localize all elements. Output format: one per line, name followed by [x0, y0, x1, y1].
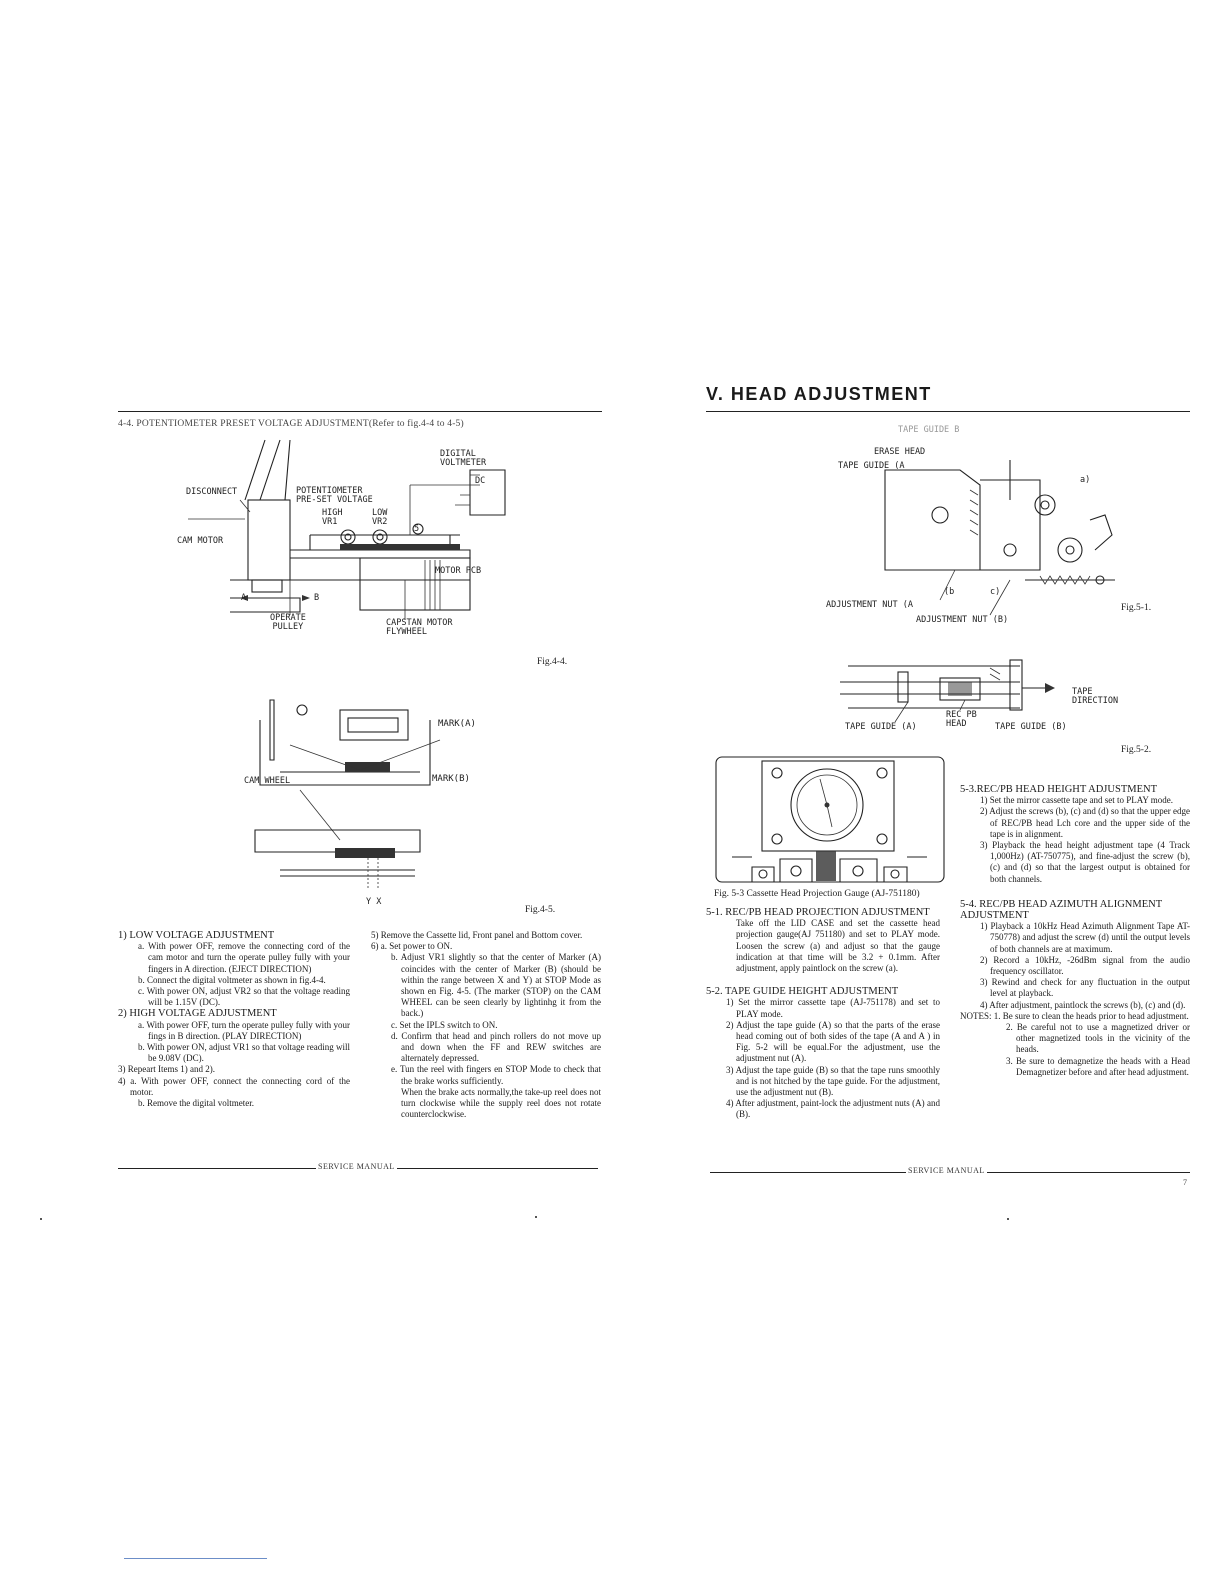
label-dc: DC: [475, 476, 486, 486]
col4-p2: 2) Adjust the screws (b), (c) and (d) so that the upper edge of REC/PB head Lch core and the upper side of the tape is in alignment.: [980, 806, 1190, 839]
col4-p6: 1) Playback a 10kHz Head Azimuth Alignment Tape AT-750778) and adjust the screw (d) until the output levels of both channels are at maximum.: [980, 921, 1190, 954]
fig-5-3-gauge-diagram: [712, 757, 952, 887]
label-tape-direction: TAPE DIRECTION: [1072, 687, 1119, 706]
label-fig52-guide-a: TAPE GUIDE (A): [845, 722, 917, 732]
col4-p9: 4) After adjustment, paintlock the screws (b), (c) and (d).: [980, 999, 1186, 1010]
col3-spacer: [706, 974, 940, 986]
scan-speck: [535, 1216, 537, 1218]
fig-4-4-caption: Fig.4-4.: [537, 657, 568, 667]
col2-p0: 5) Remove the Cassette lid, Front panel and Bottom cover.: [371, 930, 583, 940]
col1-p9: b. Remove the digital voltmeter.: [138, 1098, 254, 1109]
fig-5-3-caption: Fig. 5-3 Cassette Head Projection Gauge (AJ-751180): [714, 889, 920, 899]
label-adjustment-nut-b: ADJUSTMENT NUT (B): [916, 615, 1009, 625]
col4-notes-1: NOTES: 1. Be sure to clean the heads prior to head adjustment.: [960, 1010, 1189, 1021]
right-page-title: V. HEAD ADJUSTMENT: [706, 384, 932, 404]
col3-p6: 3) Adjust the tape guide (B) so that the tape runs smoothly and is not hitched by the tape guide. For the adjustment, use the adjustment nut (B).: [726, 1064, 940, 1098]
col4-notes-2: 2. Be careful not to use a magnetized driver or other magnetized tools in the vicinity of the heads.: [1006, 1022, 1190, 1055]
label-mark-a: MARK(A): [438, 719, 476, 729]
col4-notes-3: 3. Be sure to demagnetize the heads with a Head Demagnetizer before and after head adjustment.: [1006, 1055, 1190, 1077]
col4-p0: 5-3.REC/PB HEAD HEIGHT ADJUSTMENT: [960, 784, 1157, 795]
left-footer: SERVICE MANUAL: [318, 1162, 395, 1171]
label-fig52-guide-b: TAPE GUIDE (B): [995, 722, 1067, 732]
label-screw-a: a): [1080, 475, 1091, 485]
col1-p8: 4) a. With power OFF, connect the connecting cord of the motor.: [118, 1075, 350, 1097]
right-column-2: [960, 784, 1190, 1078]
col1-p7: 3) Repeart Items 1) and 2).: [118, 1064, 215, 1075]
col1-p1: a. With power OFF, remove the connecting cord of the cam motor and turn the operate pulley fully with your fingers in A direction. (EJECT DIRECTION): [138, 941, 350, 974]
col4-spacer: [960, 885, 1190, 899]
label-tape-guide-a: TAPE GUIDE (A: [838, 461, 905, 471]
label-digital-voltmeter: DIGITAL VOLTMETER: [440, 449, 487, 468]
fig-5-1-caption: Fig.5-1.: [1121, 603, 1152, 613]
col1-p4: 2) HIGH VOLTAGE ADJUSTMENT: [118, 1008, 277, 1020]
col1-p5: a. With power OFF, turn the operate pulley fully with your fings in B direction. (PLAY DIRECTION): [138, 1019, 350, 1041]
right-top-rule: [706, 411, 1190, 412]
bottom-link-underline: [124, 1558, 267, 1559]
label-cam-wheel: CAM WHEEL: [244, 776, 291, 786]
label-screw-b: (b: [944, 587, 955, 597]
left-column-1: [118, 930, 350, 1109]
label-y-x: Y X: [366, 897, 382, 907]
col3-p5: 2) Adjust the tape guide (A) so that the parts of the erase head coming out of both sides of the tape (A and A ) in Fig. 5-2 will be equal.For the adjustment, use the adjustment nut (A).: [726, 1019, 940, 1064]
col1-p2: b. Connect the digital voltmeter as shown in fig.4-4.: [138, 974, 326, 985]
label-b: B: [314, 593, 320, 603]
label-disconnect: DISCONNECT: [186, 487, 238, 497]
left-section-header: 4-4. POTENTIOMETER PRESET VOLTAGE ADJUSTMENT(Refer to fig.4-4 to 4-5): [118, 419, 464, 429]
label-screw-c: c): [990, 587, 1001, 597]
col3-p4: 1) Set the mirror cassette tape (AJ-751178) and set to PLAY mode.: [726, 997, 940, 1019]
label-potentiometer-preset: POTENTIOMETER PRE-SET VOLTAGE: [296, 486, 373, 505]
col1-p3: c. With power ON, adjust VR2 so that the voltage reading will be 1.15V (DC).: [138, 986, 350, 1008]
label-rec-pb-head: REC PB HEAD: [946, 710, 977, 729]
fig-4-5-caption: Fig.4-5.: [525, 905, 556, 915]
label-erase-head: ERASE HEAD: [874, 447, 926, 457]
page-number: 7: [1183, 1178, 1187, 1187]
right-column-1: [706, 907, 940, 1121]
left-top-rule: [118, 411, 602, 412]
col2-p6: When the brake acts normally,the take-up reel does not turn clockwise while the supply reel does not rotate counterclockwise.: [401, 1086, 601, 1120]
label-cam-motor: CAM MOTOR: [177, 536, 224, 546]
col3-p1: Take off the LID CASE and set the cassette head projection gauge(AJ 751180) and set to PLAY mode. Loosen the screw (a) and adjust so that the gauge indication at that time will be 3.2 + 0.1mm. After adjustment, apply paintlock on the screw (a).: [736, 918, 940, 974]
col4-p1: 1) Set the mirror cassette tape and set to PLAY mode.: [980, 795, 1174, 806]
col2-p3: c. Set the IPLS switch to ON.: [391, 1019, 498, 1030]
col3-p0: 5-1. REC/PB HEAD PROJECTION ADJUSTMENT: [706, 907, 930, 918]
label-capstan-flywheel: CAPSTAN MOTOR FLYWHEEL: [386, 618, 453, 637]
col2-p5: e. Tun the reel with fingers en STOP Mode to check that the brake works sufficiently.: [391, 1064, 601, 1086]
fig-4-4-diagram: [170, 440, 530, 660]
col2-p1: 6) a. Set power to ON.: [371, 941, 453, 952]
col2-p4: d. Confirm that head and pinch rollers do not move up and down when the FF and REW switches are alternately depressed.: [391, 1030, 601, 1064]
label-operate-pulley: OPERATE PULLEY: [270, 613, 306, 632]
fig-5-2-caption: Fig.5-2.: [1121, 745, 1152, 755]
col4-p3: 3) Playback the head height adjustment tape (4 Track 1,000Hz) (AT-750775), and fine-adjust the screw (b), (c) and (d) so that the largest output is obtained for both channels.: [980, 840, 1190, 884]
col4-p7: 2) Record a 10kHz, -26dBm signal from the audio frequency oscillator.: [980, 954, 1190, 977]
col4-p5: 5-4. REC/PB HEAD AZIMUTH ALIGNMENT ADJUSTMENT: [960, 898, 1162, 922]
right-footer: SERVICE MANUAL: [908, 1166, 985, 1175]
scan-speck: [1007, 1218, 1009, 1220]
label-motor-pcb: MOTOR PCB: [435, 566, 482, 576]
label-a: A: [241, 593, 247, 603]
label-high-vr1: HIGH VR1: [322, 508, 343, 527]
scan-speck: [40, 1218, 42, 1220]
label-adjustment-nut-a: ADJUSTMENT NUT (A: [826, 600, 913, 610]
label-five: 5: [414, 524, 420, 534]
label-low-vr2: LOW VR2: [372, 508, 388, 527]
col4-p8: 3) Rewind and check for any fluctuation in the output level at playback.: [980, 977, 1190, 999]
col3-p3: 5-2. TAPE GUIDE HEIGHT ADJUSTMENT: [706, 986, 899, 998]
fig-4-5-diagram: [240, 690, 440, 900]
col1-p6: b. With power ON, adjust VR1 so that voltage reading will be 9.08V (DC).: [138, 1042, 350, 1064]
col1-p0: 1) LOW VOLTAGE ADJUSTMENT: [118, 930, 275, 941]
col3-p7: 4) After adjustment, paint-lock the adjustment nuts (A) and (B).: [726, 1098, 940, 1120]
col2-p2: b. Adjust VR1 slightly so that the center of Marker (A) coincides with the center of Marker (B) (should be within the range between X and Y) at STOP Mode as shown en Fig. 4-5. (The marker (STOP) on the CAM WHEEL can be seen clearly by lightinhg it from the back.): [391, 952, 601, 1019]
label-mark-b: MARK(B): [432, 774, 470, 784]
left-column-2: [371, 930, 601, 1120]
label-tape-guide-b-top: TAPE GUIDE B: [898, 425, 960, 435]
